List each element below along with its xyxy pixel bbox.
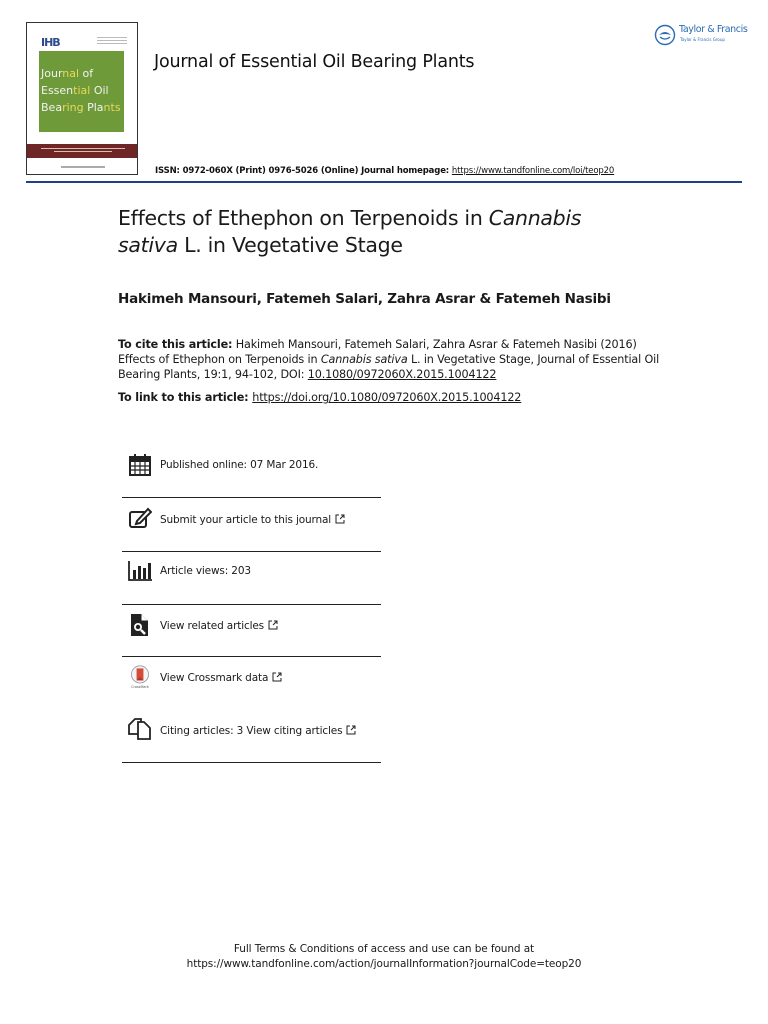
link-label: To link to this article: <box>118 391 253 404</box>
bar-chart-icon <box>128 558 152 582</box>
edit-icon <box>128 506 152 530</box>
external-link-icon <box>268 620 278 630</box>
crossmark-text: View Crossmark data <box>160 672 282 684</box>
journal-title[interactable]: Journal of Essential Oil Bearing Plants <box>154 52 475 72</box>
footer-line2[interactable]: https://www.tandfonline.com/action/journalInformation?journalCode=teop20 <box>186 958 582 970</box>
citing-text: Citing articles: 3 View citing articles <box>160 725 356 737</box>
link-line <box>118 391 521 404</box>
submit-text: Submit your article to this journal <box>160 514 345 526</box>
homepage-link[interactable]: https://www.tandfonline.com/loi/teop20 <box>451 166 615 176</box>
related-row[interactable] <box>122 605 381 657</box>
cover-title: Journal of Essential Oil Bearing Plants <box>41 67 121 114</box>
journal-cover <box>26 22 138 175</box>
crossmark-icon <box>128 665 152 689</box>
views-text: Article views: 203 <box>160 565 251 577</box>
crossmark-row[interactable] <box>122 657 381 710</box>
calendar-icon <box>128 453 152 477</box>
submit-row[interactable] <box>122 498 381 552</box>
svg-text:CrossMark: CrossMark <box>131 685 149 689</box>
article-link[interactable]: https://doi.org/10.1080/0972060X.2015.1004122 <box>252 391 522 404</box>
external-link-icon <box>335 514 345 524</box>
cover-footer-line <box>61 166 105 168</box>
external-link-icon <box>346 725 356 735</box>
views-row <box>122 552 381 605</box>
cover-logo: IHB <box>41 36 60 49</box>
taylor-francis-logo-icon <box>654 24 676 46</box>
publisher-name: Taylor & Francis <box>679 24 748 35</box>
cite-label: To cite this article: <box>118 338 233 351</box>
authors: Hakimeh Mansouri, Fatemeh Salari, Zahra Asrar & Fatemeh Nasibi <box>118 291 611 307</box>
citing-row[interactable] <box>122 710 381 763</box>
external-link-icon <box>272 672 282 682</box>
related-text: View related articles <box>160 620 278 632</box>
footer-line1: Full Terms & Conditions of access and use can be found at <box>233 943 535 955</box>
issn-text: ISSN: 0972-060X (Print) 0976-5026 (Online) Journal homepage: <box>155 166 452 176</box>
header-divider <box>26 181 742 183</box>
doi-link[interactable]: 10.1080/0972060X.2015.1004122 <box>307 368 497 381</box>
published-row <box>122 445 381 498</box>
citation-block: To cite this article: Hakimeh Mansouri, Fatemeh Salari, Zahra Asrar & Fatemeh Nasibi (2016) Effects of Ethephon on Terpenoids in Cannabis sativa L. in Vegetative Stage, Journal of Essential Oil Bearing Plants, 19:1, 94-102, DOI: 10.1080/0972060X.2015.1004122 <box>118 338 660 381</box>
issn-line <box>155 166 614 176</box>
copy-icon <box>128 716 152 740</box>
footer <box>0 942 768 972</box>
search-document-icon <box>128 613 152 637</box>
published-text: Published online: 07 Mar 2016. <box>160 459 319 471</box>
publisher-sub: Taylor & Francis Group <box>680 37 725 42</box>
article-title: Effects of Ethephon on Terpenoids in Cannabis sativa L. in Vegetative Stage <box>118 206 582 257</box>
cover-issn-lines <box>97 37 127 46</box>
cover-band-lines <box>41 147 125 154</box>
